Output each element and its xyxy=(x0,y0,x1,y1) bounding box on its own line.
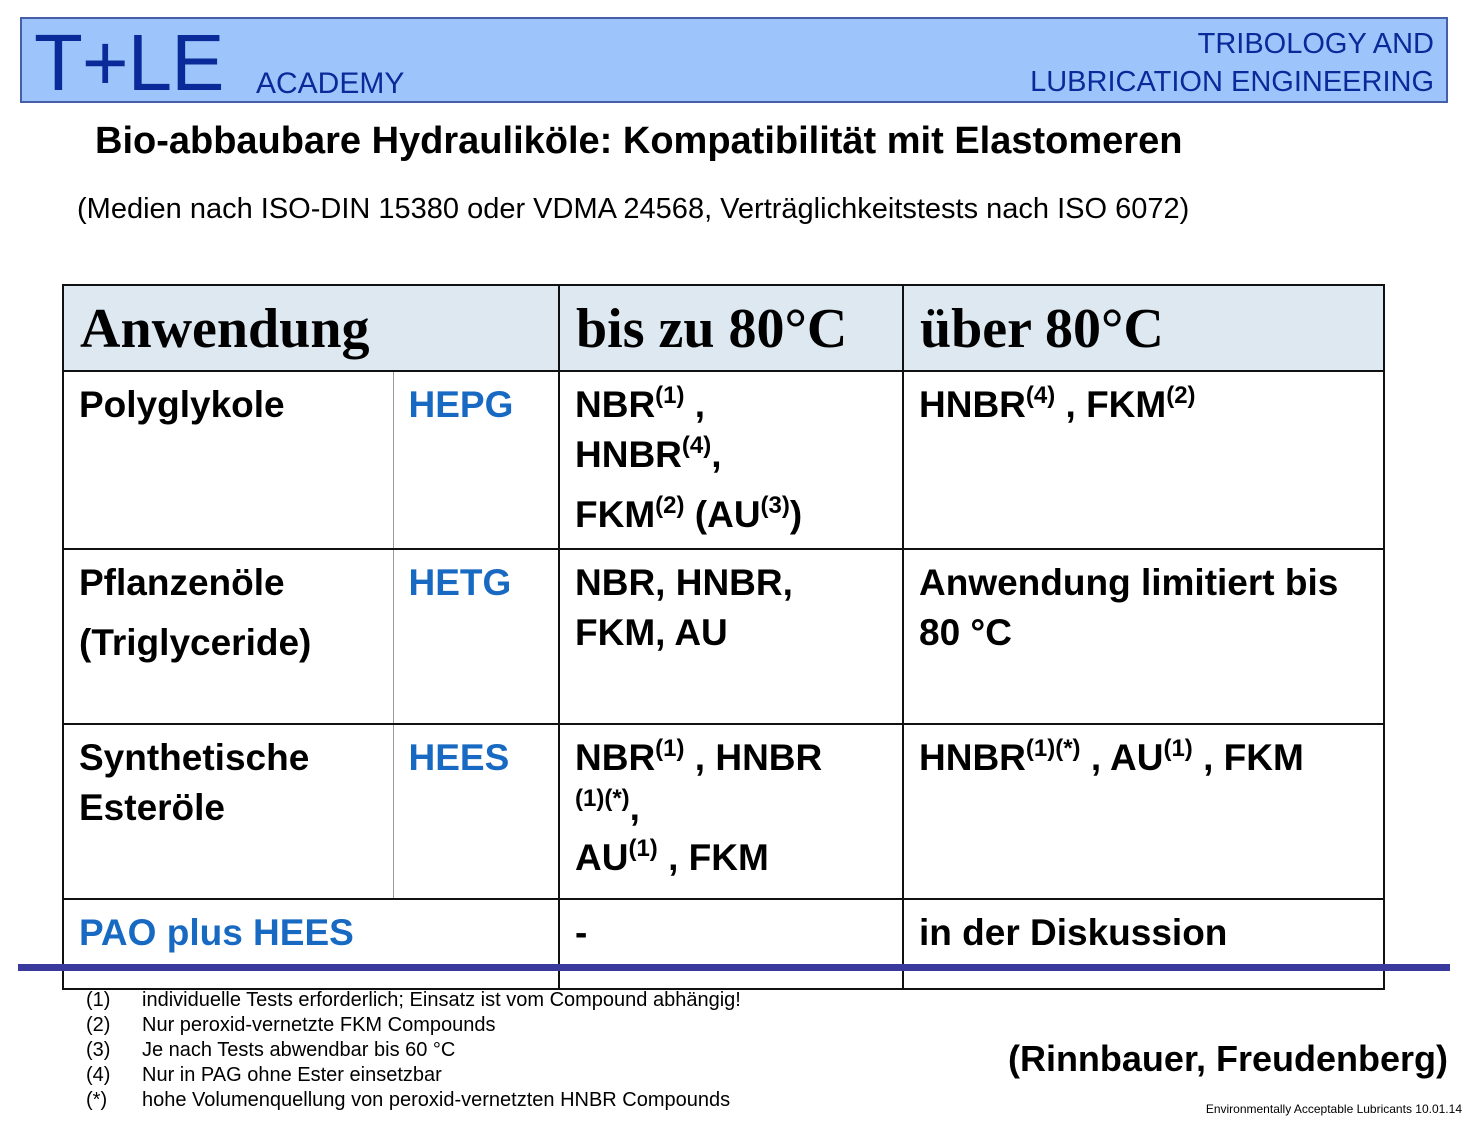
footer-text: Environmentally Acceptable Lubricants 10.01.14 xyxy=(1205,1102,1462,1116)
slide-title: Bio-abbaubare Hydrauliköle: Kompatibilität mit Elastomeren xyxy=(95,120,1183,162)
logo-main: T+LE xyxy=(34,18,224,107)
cell-up-to-80c: - xyxy=(559,899,903,989)
table-row xyxy=(63,724,1384,899)
footnote-item xyxy=(86,1088,741,1113)
header-above-80c: über 80°C xyxy=(903,285,1384,371)
cell-up-to-80c: NBR, HNBR, FKM, AU xyxy=(559,549,903,724)
divider-rule xyxy=(18,964,1450,971)
footnote-item xyxy=(86,1013,741,1038)
cell-above-80c: $HNBR^{(1)(*)}$ , AU$^{(1)}$ , FKM xyxy=(903,724,1384,899)
cell-up-to-80c: NBR$^{(1)}$ , HNBR$^{(4)}$, FKM$^{(2)}$ (AU$^{(3)}$) xyxy=(559,371,903,549)
slide-subtitle: (Medien nach ISO-DIN 15380 oder VDMA 24568, Verträglichkeitstests nach ISO 6072) xyxy=(77,193,1190,225)
row-abbr: HEPG xyxy=(393,371,559,549)
tagline-line1: TRIBOLOGY AND xyxy=(1197,28,1434,60)
compatibility-table xyxy=(62,284,1385,990)
footnote-text: Nur in PAG ohne Ester einsetzbar xyxy=(142,1064,442,1086)
tagline-line2: LUBRICATION ENGINEERING xyxy=(1030,66,1434,98)
row-name: PAO plus HEES xyxy=(63,899,559,989)
footnote-text: hohe Volumenquellung von peroxid-vernetzten HNBR Compounds xyxy=(142,1089,731,1111)
row-abbr: HEES xyxy=(393,724,559,899)
table-row xyxy=(63,549,1384,724)
footnote-item xyxy=(86,988,741,1013)
cell-up-to-80c: NBR$^{(1)}$ , HNBR $^{(1)(*)}$, AU$^{(1)}$ , FKM xyxy=(559,724,903,899)
row-abbr: HETG xyxy=(393,549,559,724)
header-application: Anwendung xyxy=(63,285,559,371)
footnote-item xyxy=(86,1038,741,1063)
table-header-row xyxy=(63,285,1384,371)
table-row xyxy=(63,371,1384,549)
footnote-text: Je nach Tests abwendbar bis 60 °C xyxy=(142,1039,456,1061)
header-banner xyxy=(20,17,1448,107)
footnote-text: Nur peroxid-vernetzte FKM Compounds xyxy=(142,1014,496,1036)
cell-above-80c: Anwendung limitiert bis 80 °C xyxy=(903,549,1384,724)
footnote-number: (4) xyxy=(86,1064,111,1086)
citation: (Rinnbauer, Freudenberg) xyxy=(1007,1038,1448,1079)
footnotes xyxy=(86,988,741,1113)
footnote-text: individuelle Tests erforderlich; Einsatz ist vom Compound abhängig! xyxy=(142,989,741,1011)
logo-sub: ACADEMY xyxy=(256,67,405,100)
table-row xyxy=(63,899,1384,989)
footnote-number: (2) xyxy=(86,1014,111,1036)
footnote-number: (*) xyxy=(86,1089,108,1111)
footnote-item xyxy=(86,1063,741,1088)
header-up-to-80c: bis zu 80°C xyxy=(559,285,903,371)
footnote-number: (1) xyxy=(86,989,111,1011)
row-name: Synthetische Esteröle xyxy=(63,724,393,899)
cell-above-80c: in der Diskussion xyxy=(903,899,1384,989)
row-name: Polyglykole xyxy=(63,371,393,549)
cell-above-80c: HNBR$^{(4)}$ , FKM$^{(2)}$ xyxy=(903,371,1384,549)
row-name: Pflanzenöle (Triglyceride) xyxy=(63,549,393,724)
footnote-number: (3) xyxy=(86,1039,111,1061)
